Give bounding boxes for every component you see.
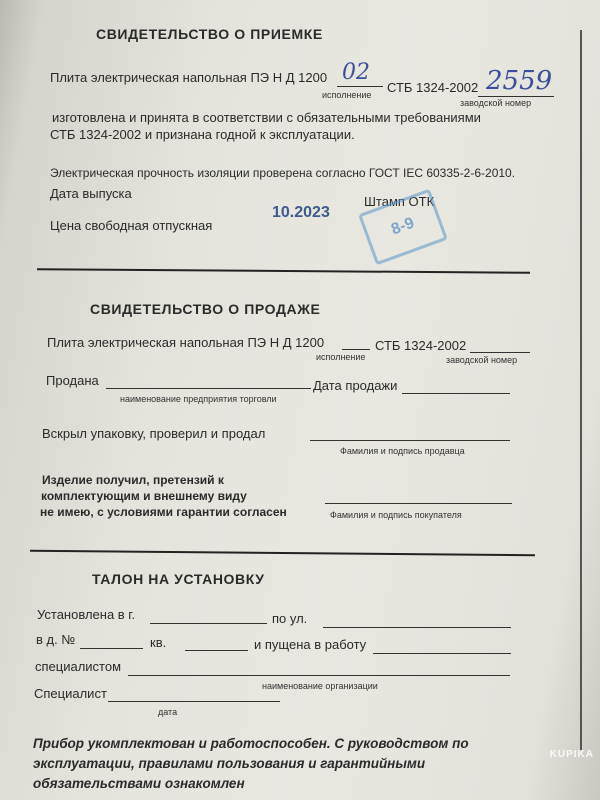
sale-date-label: Дата продажи [313, 378, 398, 393]
installed-in-label: Установлена в г. [37, 607, 136, 622]
page-edge [580, 30, 582, 750]
stamp-label: Штамп ОТК [364, 194, 435, 209]
acceptance-text1: изготовлена и принята в соответствии с обязательными требованиями [52, 110, 481, 125]
received-line3: не имею, с условиями гарантии согласен [40, 505, 287, 519]
received-line1: Изделие получил, претензий к [42, 473, 224, 487]
specialist-label: Специалист [34, 686, 107, 701]
release-label: Дата выпуска [50, 186, 132, 201]
seller-field[interactable] [310, 440, 510, 441]
city-field[interactable] [150, 623, 267, 624]
opened-text: Вскрыл упаковку, проверил и продал [42, 426, 266, 441]
install-note-line2: эксплуатации, правилами пользования и гарантийными [33, 756, 426, 771]
buyer-caption: Фамилия и подпись покупателя [330, 510, 462, 520]
acceptance-serial-caption: заводской номер [460, 98, 532, 108]
org-field[interactable] [128, 675, 510, 676]
install-note-line3: обязательствами ознакомлен [33, 776, 245, 791]
install-title: ТАЛОН НА УСТАНОВКУ [92, 571, 265, 587]
received-line2: комплектующим и внешнему виду [41, 489, 247, 503]
specialist-by-label: специалистом [35, 659, 122, 674]
apt-label: кв. [150, 635, 167, 650]
org-caption: наименование организации [262, 681, 378, 691]
acceptance-standard: СТБ 1324-2002 [387, 80, 479, 95]
acceptance-title: СВИДЕТЕЛЬСТВО О ПРИЕМКЕ [96, 26, 323, 42]
install-note-line1: Прибор укомплектован и работоспособен. С руководством по [33, 736, 469, 751]
street-field[interactable] [323, 627, 511, 628]
acceptance-version-value: 02 [342, 60, 370, 85]
sold-label: Продана [46, 373, 99, 388]
watermark: KUPIKA [549, 749, 594, 760]
sold-org-caption: наименование предприятия торговли [120, 394, 277, 404]
otk-stamp-mark: 8-9 [389, 214, 417, 239]
buyer-field[interactable] [325, 503, 512, 504]
seller-caption: Фамилия и подпись продавца [340, 446, 465, 456]
acceptance-serial-value: 2559 [486, 66, 553, 96]
started-label: и пущена в работу [254, 637, 367, 652]
sale-version-caption: исполнение [316, 352, 366, 362]
divider-2 [30, 550, 535, 556]
sold-field[interactable] [106, 388, 311, 389]
house-field[interactable] [80, 648, 143, 649]
sale-date-field[interactable] [402, 393, 510, 394]
price-label: Цена свободная отпускная [50, 218, 213, 233]
started-field[interactable] [373, 653, 511, 654]
release-date: 10.2023 [272, 204, 330, 221]
sale-product: Плита электрическая напольная ПЭ Н Д 1200 [47, 335, 325, 350]
acceptance-version-caption: исполнение [322, 90, 372, 100]
acceptance-insulation: Электрическая прочность изоляции проверена согласно ГОСТ IEC 60335-2-6-2010. [50, 166, 516, 180]
sale-serial-caption: заводской номер [446, 355, 518, 365]
acceptance-text2: СТБ 1324-2002 и признана годной к эксплуатации. [50, 127, 355, 142]
apt-field[interactable] [185, 650, 248, 651]
specialist-field[interactable] [108, 701, 280, 702]
acceptance-product: Плита электрическая напольная ПЭ Н Д 1200 [50, 70, 328, 85]
divider-1 [37, 268, 530, 273]
sale-title: СВИДЕТЕЛЬСТВО О ПРОДАЖЕ [90, 301, 321, 317]
date-caption: дата [158, 707, 178, 717]
house-label: в д. № [36, 632, 76, 647]
street-label: по ул. [272, 611, 308, 626]
sale-standard: СТБ 1324-2002 [375, 338, 467, 353]
